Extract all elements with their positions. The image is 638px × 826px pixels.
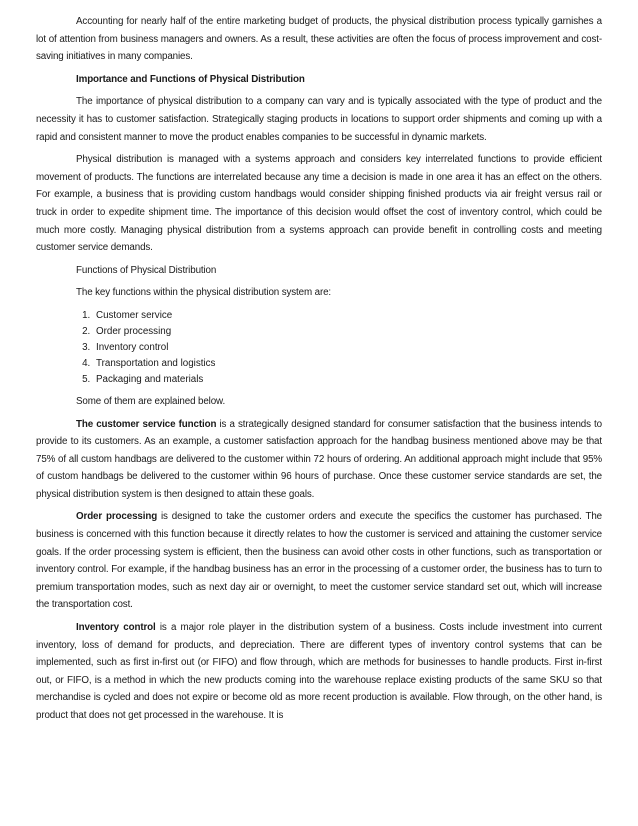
explained-line: Some of them are explained below. xyxy=(76,395,226,407)
customer-service-text: is a strategically designed standard for consumer satisfaction that the business intends to provide to its customers. As an example, a customer satisfaction approach for the handbag business mentioned above may be that 75% of all custom handbags are delivered to the customer within 72 hours of ordering. An additional approach might include that 95% of custom handbags be delivered to the customer within 96 hours of purchase. Once these customer service standards are set, the physical distribution system is then designed to attain these goals. xyxy=(36,418,602,500)
inventory-control-text: is a major role player in the distribution system of a business. Costs include investment into current inventory, loss of demand for products, and depreciation. There are different types of inventory control systems that can be implemented, such as first in-first out (or FIFO) and flow through, which are methods for businesses to handle products. First in-first out, or FIFO, is a method in which the new products coming into the warehouse replace existing products of the same SKU so that merchandise is cycled and does not expire or become old as more recent production is available. Flow through, on the other hand, is product that does not get processed in the warehouse. It is xyxy=(36,622,602,721)
customer-service-lead: The customer service function xyxy=(76,418,217,430)
intro-paragraph: Accounting for nearly half of the entire marketing budget of products, the physical distribution process typically garnishes a lot of attention from business managers and owners. As a result, these activities are often the focus of process improvement and cost-saving initiatives in many companies. xyxy=(36,16,602,63)
list-item: 3. Inventory control xyxy=(93,340,602,356)
functions-heading: Functions of Physical Distribution xyxy=(76,264,217,276)
functions-list xyxy=(36,308,602,388)
importance-paragraph: The importance of physical distribution to a company can vary and is typically associated with the type of product and the necessity it has to customer satisfaction. Strategically staging products in locations to support order shipments and coming up with a rapid and consistent manner to move the product enables companies to be successful in dynamic markets. xyxy=(36,96,602,143)
functions-intro: The key functions within the physical distribution system are: xyxy=(76,287,332,299)
inventory-control-lead: Inventory control xyxy=(76,622,156,634)
importance-heading: Importance and Functions of Physical Distribution xyxy=(76,73,305,85)
list-item: 4. Transportation and logistics xyxy=(93,356,602,372)
order-processing-lead: Order processing xyxy=(76,511,158,523)
order-processing-paragraph xyxy=(36,508,602,614)
list-item: 5. Packaging and materials xyxy=(93,372,602,388)
order-processing-text: is designed to take the customer orders and execute the specifics the customer has purchased. The business is concerned with this function because it directly relates to how the customer is serviced and attaining the customer service goals. If the order processing system is efficient, then the business can avoid other costs in other functions, such as transportation or inventory control. For example, if the handbag business has an error in the processing of a customer order, the business has to turn to premium transportation modes, such as next day air or overnight, to meet the customer service standard set out, which will increase the transportation cost. xyxy=(36,511,602,611)
list-item: 1. Customer service xyxy=(93,308,602,324)
inventory-control-paragraph xyxy=(36,619,602,725)
systems-paragraph: Physical distribution is managed with a systems approach and considers key interrelated functions to provide efficient movement of products. The functions are interrelated because any time a decision is made in one area it has an effect on the others. For example, a business that is providing custom handbags would consider shipping finished products via air freight versus rail or truck in order to expedite shipment time. The importance of this decision would offset the cost of inventory control, which could be much more costly. Managing physical distribution from a systems approach can provide benefit in controlling costs and meeting customer service demands. xyxy=(36,154,602,254)
list-item: 2. Order processing xyxy=(93,324,602,340)
customer-service-paragraph xyxy=(36,416,602,504)
